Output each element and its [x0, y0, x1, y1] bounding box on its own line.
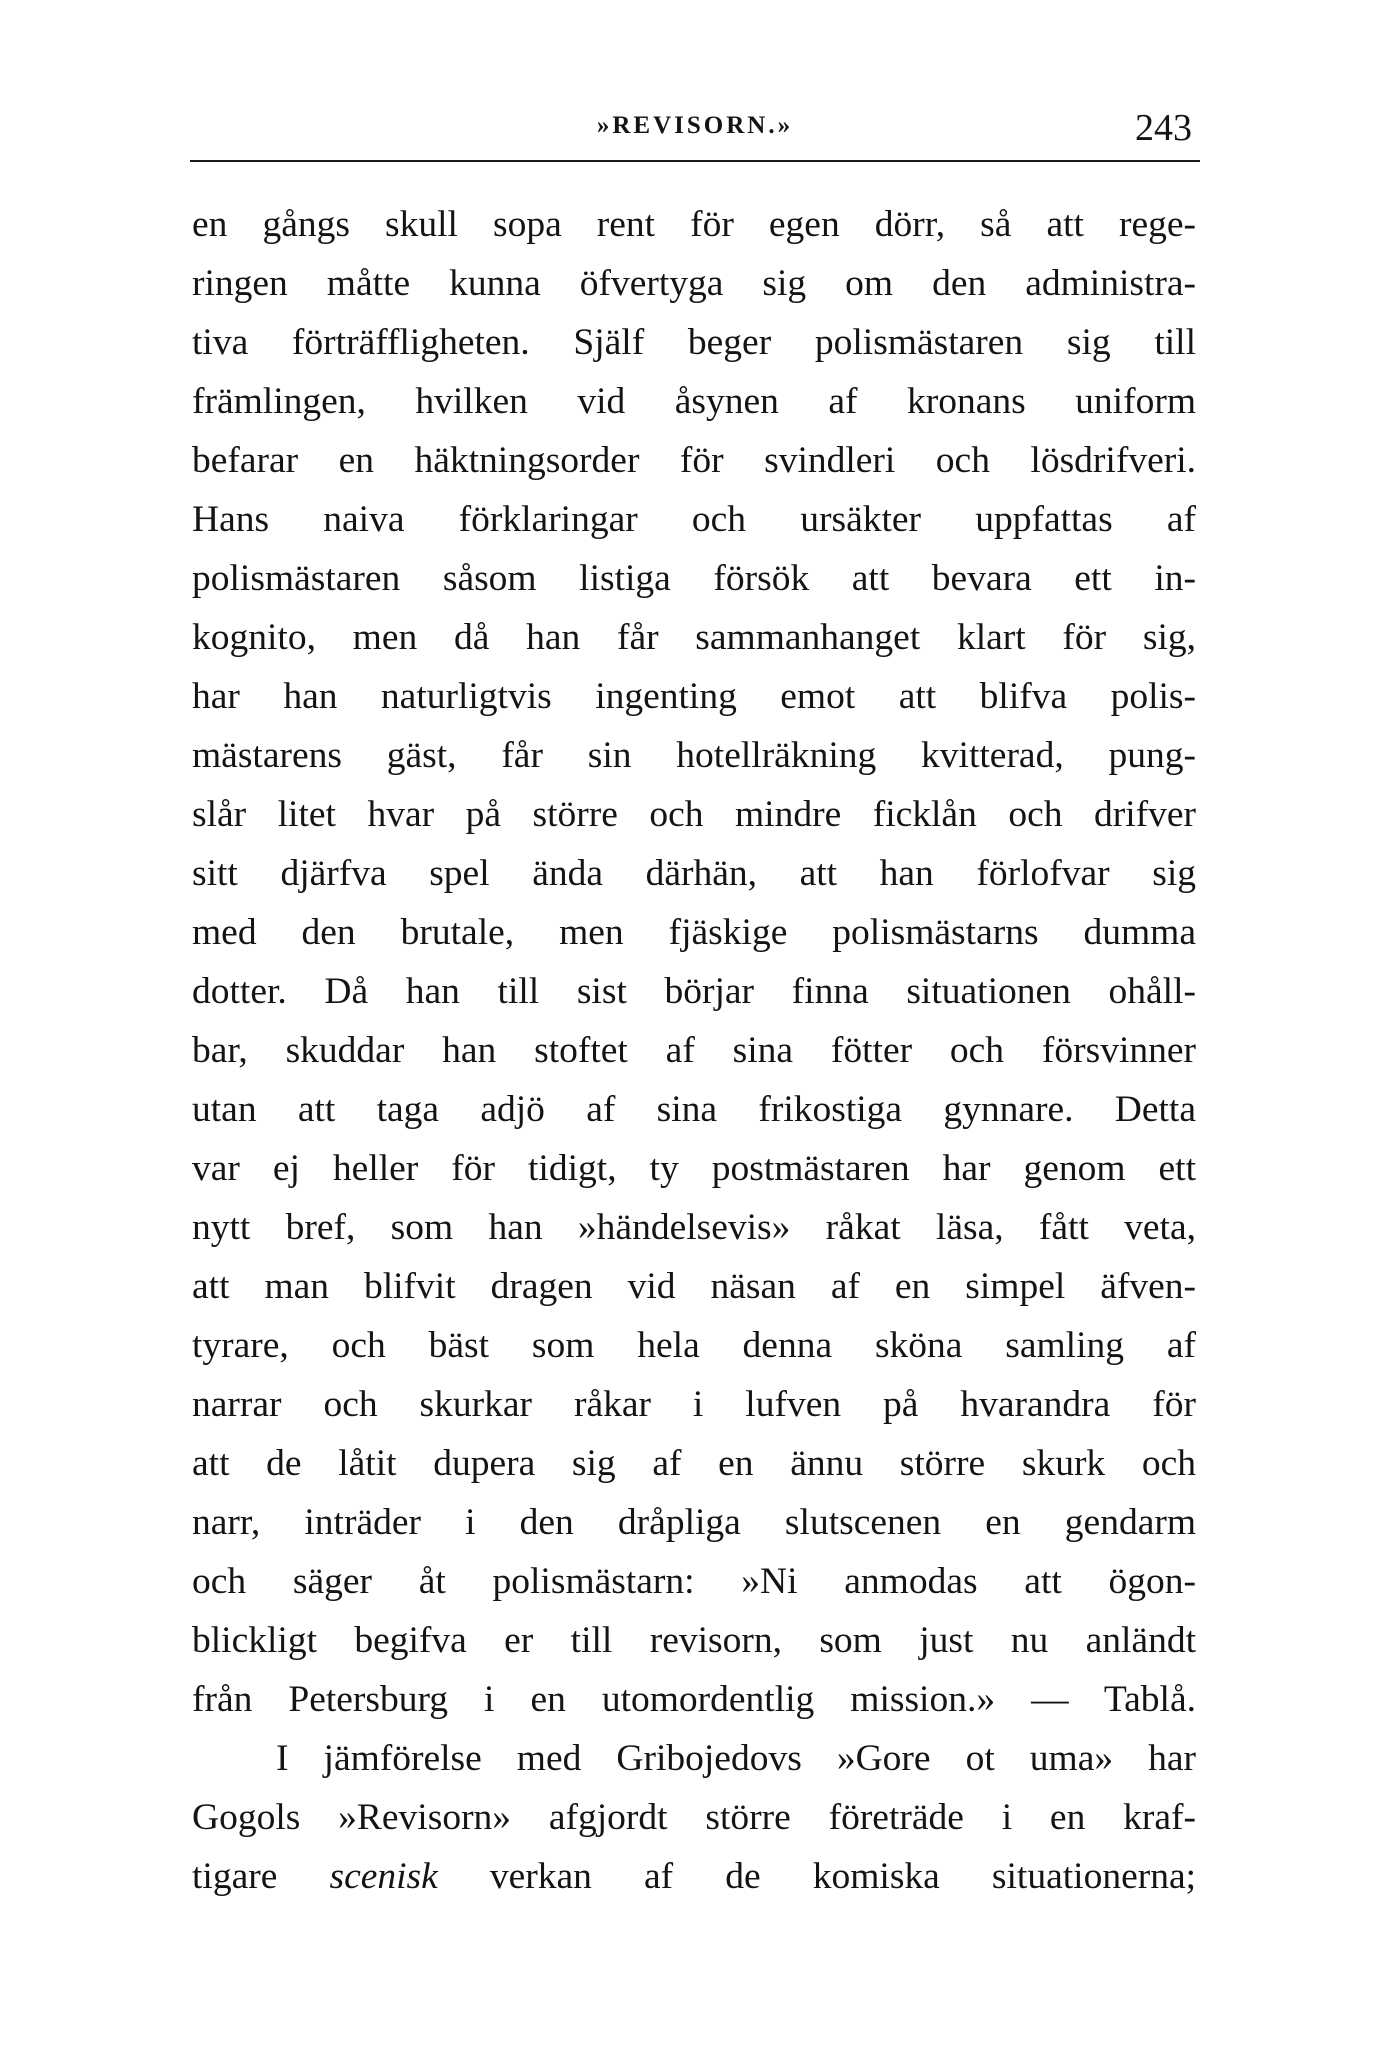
- text-line: att de låtit dupera sig af en ännu större skurk och: [192, 1443, 1196, 1484]
- last-line-before: tigare: [192, 1856, 278, 1897]
- text-line: med den brutale, men fjäskige polismästarns dumma: [192, 912, 1196, 953]
- text-line: dotter. Då han till sist börjar finna situationen ohåll-: [192, 971, 1196, 1012]
- text-line: polismästaren såsom listiga försök att bevara ett in-: [192, 558, 1196, 599]
- text-line: Gogols »Revisorn» afgjordt större företräde i en kraf-: [192, 1797, 1196, 1838]
- text-line: tiva förträffligheten. Själf beger polismästaren sig till: [192, 322, 1196, 363]
- text-line: var ej heller för tidigt, ty postmästaren har genom ett: [192, 1148, 1196, 1189]
- text-line: Hans naiva förklaringar och ursäkter uppfattas af: [192, 499, 1196, 540]
- text-line: mästarens gäst, får sin hotellräkning kvitterad, pung-: [192, 735, 1196, 776]
- text-line: att man blifvit dragen vid näsan af en simpel äfven-: [192, 1266, 1196, 1307]
- text-line: bar, skuddar han stoftet af sina fötter och försvinner: [192, 1030, 1196, 1071]
- text-line: har han naturligtvis ingenting emot att blifva polis-: [192, 676, 1196, 717]
- text-line: utan att taga adjö af sina frikostiga gynnare. Detta: [192, 1089, 1196, 1130]
- text-line: och säger åt polismästarn: »Ni anmodas att ögon-: [192, 1561, 1196, 1602]
- text-line: slår litet hvar på större och mindre ficklån och drifver: [192, 794, 1196, 835]
- text-line: från Petersburg i en utomordentlig mission.» — Tablå.: [192, 1679, 1196, 1720]
- text-line: narr, inträder i den dråpliga slutscenen en gendarm: [192, 1502, 1196, 1543]
- header-rule: [190, 160, 1200, 162]
- text-line: kognito, men då han får sammanhanget klart för sig,: [192, 617, 1196, 658]
- running-head: [190, 104, 1200, 160]
- last-line-after: verkan af de komiska situationerna;: [489, 1856, 1197, 1897]
- text-line: narrar och skurkar råkar i lufven på hvarandra för: [192, 1384, 1196, 1425]
- text-line: främlingen, hvilken vid åsynen af kronans uniform: [192, 381, 1196, 422]
- running-title: »REVISORN.»: [596, 112, 794, 139]
- emphasis-word: scenisk: [329, 1856, 438, 1897]
- text-line-last: [192, 1847, 1196, 1906]
- text-line: en gångs skull sopa rent för egen dörr, så att rege-: [192, 204, 1196, 245]
- text-line: blickligt begifva er till revisorn, som just nu anländt: [192, 1620, 1196, 1661]
- text-line: nytt bref, som han »händelsevis» råkat läsa, fått veta,: [192, 1207, 1196, 1248]
- body-text: [192, 195, 1196, 1906]
- text-line: ringen måtte kunna öfvertyga sig om den administra-: [192, 263, 1196, 304]
- text-line: tyrare, och bäst som hela denna sköna samling af: [192, 1325, 1196, 1366]
- text-line: sitt djärfva spel ända därhän, att han förlofvar sig: [192, 853, 1196, 894]
- paragraph-start-line: I jämförelse med Gribojedovs »Gore ot uma» har: [276, 1738, 1196, 1779]
- text-line: befarar en häktningsorder för svindleri och lösdrifveri.: [192, 440, 1196, 481]
- page-number: 243: [1135, 107, 1192, 149]
